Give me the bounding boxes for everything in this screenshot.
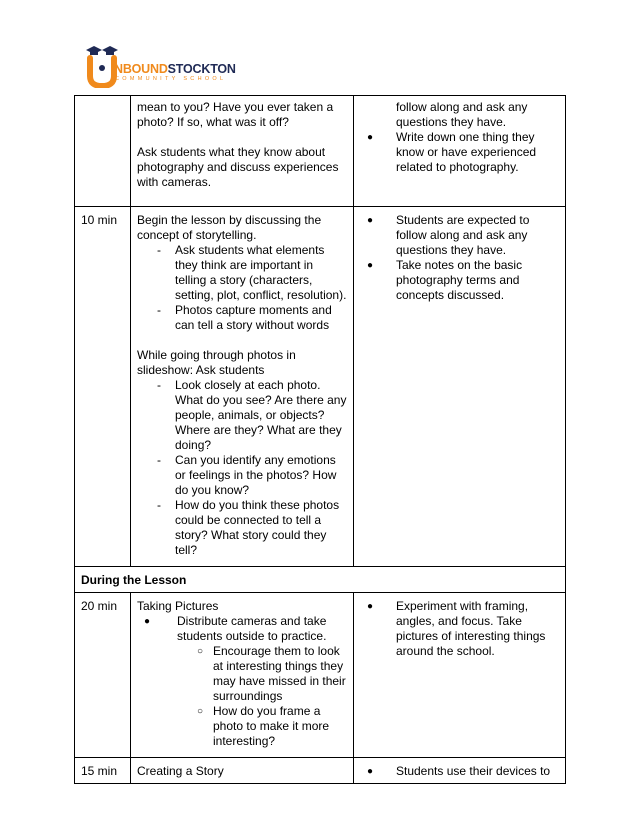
time-cell: [75, 96, 131, 207]
list-item: - Look closely at each photo. What do you see? Are there any people, animals, or objects? Where are they? What are they doing?: [137, 378, 347, 453]
activity-title: Taking Pictures: [137, 599, 219, 613]
activity-paragraph: While going through photos in slideshow: Ask students: [137, 348, 296, 377]
activity-paragraph: Begin the lesson by discussing the concept of storytelling.: [137, 213, 322, 242]
activity-title: Creating a Story: [137, 764, 224, 778]
list-item: - Can you identify any emotions or feelings in the photos? How do you know?: [137, 453, 347, 498]
section-cell: [75, 567, 566, 593]
list-item: ● Experiment with framing, angles, and focus. Take pictures of interesting things around the school.: [360, 599, 559, 659]
list-item: ○ How do you frame a photo to make it more interesting?: [137, 704, 347, 749]
activity-cell: [131, 207, 354, 567]
student-cell: [354, 758, 566, 784]
graduation-cap-icon: [102, 46, 118, 55]
activity-paragraph: mean to you? Have you ever taken a photo? If so, what was it off?: [137, 100, 334, 129]
list-item: - Ask students what elements they think are important in telling a story (characters, setting, plot, conflict, resolution).: [137, 243, 347, 303]
logo-wordmark: [114, 62, 236, 76]
logo-word-unbound: NBOUND: [114, 62, 168, 76]
table-row: [75, 96, 566, 207]
list-item: ○ Encourage them to look at interesting things they may have missed in their surroundings: [137, 644, 347, 704]
list-item: ● Students use their devices to: [360, 764, 559, 779]
list-item: - Photos capture moments and can tell a story without words: [137, 303, 347, 333]
list-item: follow along and ask any questions they have.: [396, 100, 528, 129]
table-row: [75, 758, 566, 784]
list-item: - How do you think these photos could be connected to tell a story? What story could they tell?: [137, 498, 347, 558]
lesson-plan-table: [74, 95, 566, 784]
student-cell: [354, 207, 566, 567]
activity-cell: [131, 593, 354, 758]
time-cell: 15 min: [75, 758, 131, 784]
list-item: ● Take notes on the basic photography terms and concepts discussed.: [360, 258, 559, 303]
student-cell: [354, 96, 566, 207]
school-logo: [84, 44, 244, 88]
table-row: [75, 593, 566, 758]
graduation-cap-icon: [86, 46, 102, 55]
section-title: During the Lesson: [81, 573, 187, 587]
activity-cell: [131, 758, 354, 784]
activity-paragraph: Ask students what they know about photography and discuss experiences with cameras.: [137, 145, 339, 189]
table-row: [75, 207, 566, 567]
list-item: ● Students are expected to follow along and ask any questions they have.: [360, 213, 559, 258]
list-item: ● Distribute cameras and take students outside to practice.: [137, 614, 347, 644]
activity-cell: [131, 96, 354, 207]
time-cell: 10 min: [75, 207, 131, 567]
list-item: ● Write down one thing they know or have experienced related to photography.: [360, 130, 559, 175]
time-cell: 20 min: [75, 593, 131, 758]
logo-subtitle: COMMUNITY SCHOOL: [115, 76, 227, 82]
student-cell: [354, 593, 566, 758]
logo-word-stockton: STOCKTON: [167, 62, 236, 76]
section-row: [75, 567, 566, 593]
